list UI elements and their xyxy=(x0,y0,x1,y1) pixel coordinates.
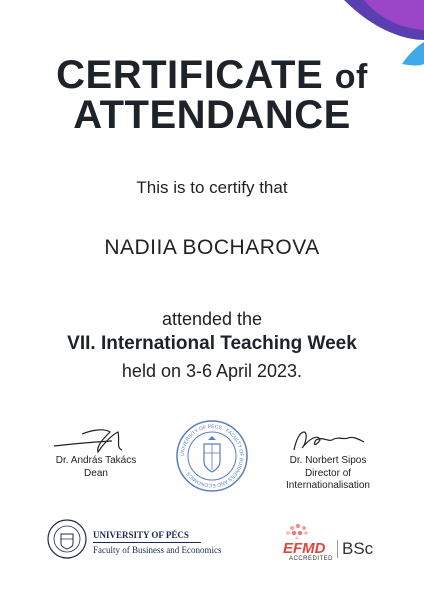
signatory-name: Dr. Norbert Sipos xyxy=(289,455,367,466)
signatory-role: Dean xyxy=(84,467,108,479)
title-of: of xyxy=(334,58,368,96)
university-logo xyxy=(46,518,88,560)
efmd-level: BSc xyxy=(342,539,374,558)
signature-dean xyxy=(52,424,132,456)
certify-text: This is to certify that xyxy=(136,178,288,197)
signatory-role-line2: Internationalisation xyxy=(286,480,370,491)
title-main: CERTIFICATE xyxy=(56,53,324,97)
event-name: VII. International Teaching Week xyxy=(67,333,357,354)
divider xyxy=(93,542,201,543)
signatory-role-line1: Director of xyxy=(304,467,352,479)
university-seal xyxy=(174,418,250,494)
svg-text:UNIVERSITY OF PÉCS · FACULTY O: UNIVERSITY OF PÉCS · FACULTY OF BUSINESS AND ECONOMICS · xyxy=(179,423,245,489)
efmd-accredited: ACCREDITED xyxy=(289,556,334,562)
held-text: held on 3-6 April 2023. xyxy=(121,361,303,381)
signature-director xyxy=(290,426,368,456)
divider xyxy=(337,540,338,558)
signatory-name: Dr. András Takács xyxy=(55,455,137,466)
faculty-name: Faculty of Business and Economics xyxy=(93,545,222,555)
recipient-name: NADIIA BOCHAROVA xyxy=(104,236,320,259)
signatory-dean xyxy=(36,455,156,480)
attended-text: attended the xyxy=(161,309,263,329)
signatory-director xyxy=(268,455,388,493)
certificate-title xyxy=(0,55,424,95)
university-wordmark xyxy=(93,530,221,555)
university-name: UNIVERSITY OF PÉCS xyxy=(93,530,189,540)
certificate-title-line2: ATTENDANCE xyxy=(73,93,351,137)
efmd-label: EFMD xyxy=(283,540,326,557)
